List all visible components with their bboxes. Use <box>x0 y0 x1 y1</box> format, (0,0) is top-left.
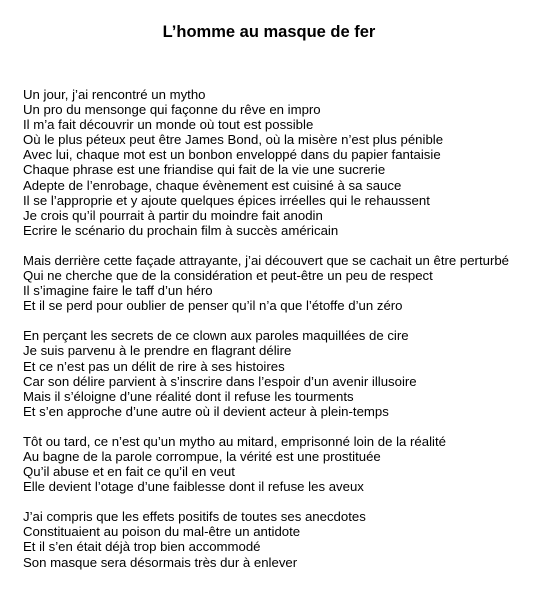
poem-line: Je suis parvenu à le prendre en flagrant délire <box>23 343 292 359</box>
poem-line: Un pro du mensonge qui façonne du rêve en impro <box>23 102 321 118</box>
poem-body <box>23 87 533 585</box>
poem-line: Qui ne cherche que de la considération et peut-être un peu de respect <box>23 268 433 284</box>
poem-line: Mais derrière cette façade attrayante, j’ai découvert que se cachait un être perturbé <box>23 252 510 268</box>
poem-line: Avec lui, chaque mot est un bonbon enveloppé dans du papier fantaisie <box>23 147 441 163</box>
poem-line: Je crois qu’il pourrait à partir du moindre fait anodin <box>23 207 323 223</box>
poem-line: Constituaient au poison du mal-être un antidote <box>23 524 301 540</box>
poem-line: Tôt ou tard, ce n’est qu’un mytho au mitard, emprisonné loin de la réalité <box>23 433 446 449</box>
poem-line: Et s’en approche d’une autre où il devient acteur à plein-temps <box>23 403 389 419</box>
poem-line: J’ai compris que les effets positifs de toutes ses anecdotes <box>23 509 366 525</box>
stanza-2 <box>23 253 533 313</box>
poem-line: Chaque phrase est une friandise qui fait de la vie une sucrerie <box>23 162 386 178</box>
poem-line: Son masque sera désormais très dur à enlever <box>23 554 298 570</box>
poem-line: Adepte de l’enrobage, chaque évènement est cuisiné à sa sauce <box>23 177 402 193</box>
poem-line: Il m’a fait découvrir un monde où tout est possible <box>23 117 314 133</box>
poem-line: Un jour, j’ai rencontré un mytho <box>23 87 206 102</box>
poem-line: Et ce n’est pas un délit de rire à ses histoires <box>23 358 285 374</box>
poem-line: Et il s’en était déjà trop bien accommodé <box>23 539 261 555</box>
poem-line: Mais il s’éloigne d’une réalité dont il refuse les tourments <box>23 388 354 404</box>
poem-line: Car son délire parvient à s’inscrire dans l’espoir d’un avenir illusoire <box>23 373 417 389</box>
poem-line: Il s’imagine faire le taff d’un héro <box>23 283 213 299</box>
poem-line: Et il se perd pour oublier de penser qu’il n’a que l’étoffe d’un zéro <box>23 298 403 314</box>
poem-line: Où le plus péteux peut être James Bond, où la misère n’est plus pénible <box>23 132 444 148</box>
poem-line: Ecrire le scénario du prochain film à succès américain <box>23 222 339 238</box>
stanza-3 <box>23 328 533 419</box>
poem-line: En perçant les secrets de ce clown aux paroles maquillées de cire <box>23 328 409 344</box>
poem-line: Au bagne de la parole corrompue, la vérité est une prostituée <box>23 448 381 464</box>
poem-line: Il se l’approprie et y ajoute quelques épices irréelles qui le rehaussent <box>23 192 430 208</box>
stanza-4 <box>23 434 533 494</box>
poem-line: Qu’il abuse et en fait ce qu’il en veut <box>23 464 235 480</box>
poem-line: Elle devient l’otage d’une faiblesse dont il refuse les aveux <box>23 479 364 495</box>
stanza-5 <box>23 509 533 569</box>
poem-title: L’homme au masque de fer <box>162 23 376 41</box>
stanza-1 <box>23 87 533 238</box>
